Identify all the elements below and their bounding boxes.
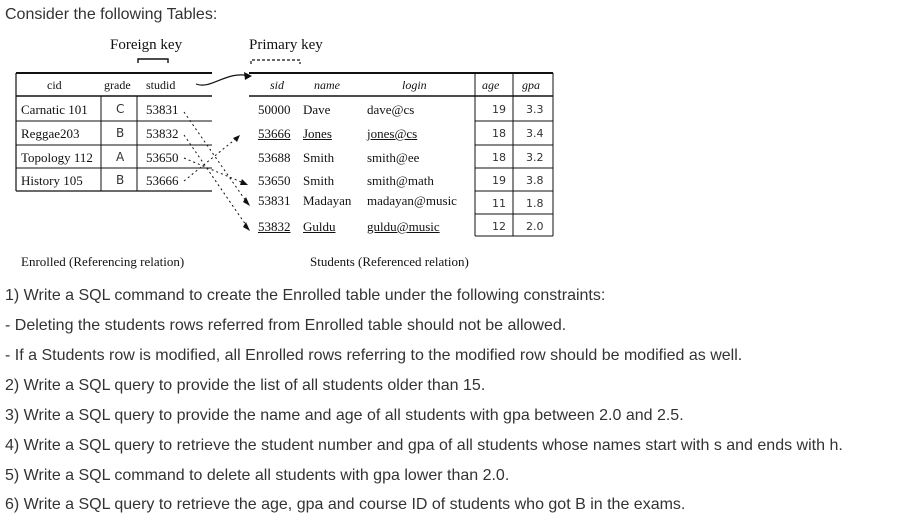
students-age: 12 (492, 220, 506, 233)
students-sid: 53666 (258, 126, 291, 141)
students-gpa: 3.3 (526, 103, 544, 116)
enrolled-grade: B (116, 173, 125, 187)
intro-text: Consider the following Tables: (5, 6, 218, 23)
enrolled-studid: 53650 (146, 150, 179, 165)
students-header-age: age (482, 78, 500, 92)
students-gpa: 2.0 (526, 220, 544, 233)
enrolled-grade: B (116, 126, 125, 140)
students-caption: Students (Referenced relation) (310, 254, 469, 269)
enrolled-studid: 53831 (146, 102, 179, 117)
students-login: dave@cs (367, 102, 415, 117)
students-sid: 50000 (258, 102, 291, 117)
students-login: guldu@music (367, 219, 440, 234)
students-login: smith@math (367, 173, 434, 188)
enrolled-cid: History 105 (21, 173, 83, 188)
students-login: smith@ee (367, 150, 420, 165)
students-gpa: 3.2 (526, 151, 544, 164)
students-age: 18 (492, 151, 506, 164)
students-name: Guldu (303, 219, 336, 234)
enrolled-studid: 53832 (146, 126, 179, 141)
students-sid: 53832 (258, 219, 291, 234)
enrolled-grade: C (116, 102, 125, 116)
enrolled-header-grade: grade (104, 78, 131, 92)
students-age: 19 (492, 103, 506, 116)
students-login: madayan@music (367, 193, 457, 208)
students-header-login: login (402, 78, 427, 92)
students-header-gpa: gpa (522, 78, 540, 92)
students-sid: 53831 (258, 193, 291, 208)
enrolled-header-studid: studid (146, 78, 176, 92)
students-name: Dave (303, 102, 331, 117)
students-name: Madayan (303, 193, 352, 208)
students-name: Jones (303, 126, 332, 141)
enrolled-caption: Enrolled (Referencing relation) (21, 254, 185, 269)
enrolled-studid: 53666 (146, 173, 179, 188)
enrolled-cid: Carnatic 101 (21, 102, 88, 117)
enrolled-grade: A (116, 150, 125, 164)
enrolled-cid: Reggae203 (21, 126, 80, 141)
students-login: jones@cs (367, 126, 418, 141)
question-item: - If a Students row is modified, all Enrolled rows referring to the modified row should be modified as well. (5, 347, 743, 364)
question-item: 5) Write a SQL command to delete all students with gpa lower than 2.0. (5, 467, 510, 484)
enrolled-cid: Topology 112 (21, 150, 93, 165)
question-item: 6) Write a SQL query to retrieve the age, gpa and course ID of students who got B in the exams. (5, 496, 686, 513)
students-gpa: 3.4 (526, 127, 544, 140)
students-name: Smith (303, 173, 335, 188)
question-item: 2) Write a SQL query to provide the list of all students older than 15. (5, 377, 486, 394)
question-item: - Deleting the students rows referred from Enrolled table should not be allowed. (5, 317, 567, 334)
students-sid: 53688 (258, 150, 291, 165)
students-age: 19 (492, 174, 506, 187)
question-item: 4) Write a SQL query to retrieve the student number and gpa of all students whose names start with s and ends with h. (5, 437, 843, 454)
students-sid: 53650 (258, 173, 291, 188)
students-age: 18 (492, 127, 506, 140)
primary-key-label: Primary key (249, 37, 323, 53)
students-gpa: 1.8 (526, 197, 544, 210)
question-item: 3) Write a SQL query to provide the name and age of all students with gpa between 2.0 and 2.5. (5, 407, 684, 424)
students-gpa: 3.8 (526, 174, 544, 187)
students-name: Smith (303, 150, 335, 165)
enrolled-header-cid: cid (47, 78, 62, 92)
students-header-sid: sid (270, 78, 285, 92)
students-age: 11 (492, 197, 506, 210)
question-item: 1) Write a SQL command to create the Enrolled table under the following constraints: (5, 287, 606, 304)
foreign-key-label: Foreign key (110, 37, 183, 53)
students-header-name: name (314, 78, 340, 92)
